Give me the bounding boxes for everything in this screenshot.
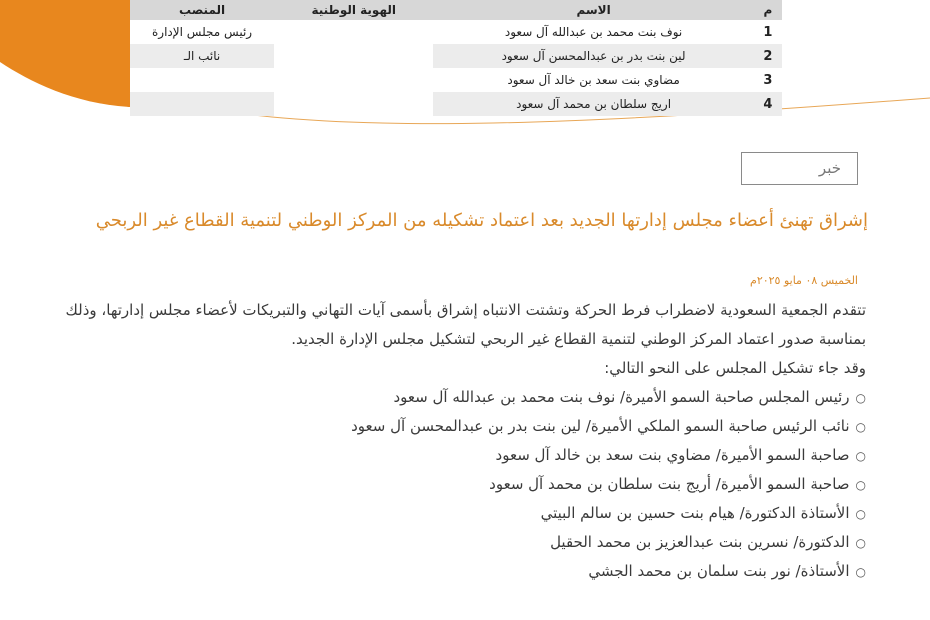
header-position: المنصب	[130, 0, 274, 20]
member-text: رئيس المجلس صاحبة السمو الأميرة/ نوف بنت محمد بن عبدالله آل سعود	[393, 388, 850, 406]
table-row	[130, 68, 782, 92]
article-intro: تتقدم الجمعية السعودية لاضطراب فرط الحركة وتشتت الانتباه إشراق بأسمى آيات التهاني والتبريكات لأعضاء مجلس إدارتها، وذلك بمناسبة صدور اعتماد المركز الوطني لتنمية القطاع غير الربحي لتشكيل مجلس الإدارة الجديد.	[65, 301, 866, 348]
row-name: مضاوي بنت سعد بن خالد آل سعود	[507, 73, 680, 87]
news-category-tag[interactable]: خبر	[741, 152, 858, 185]
row-national-id	[274, 68, 433, 92]
list-item	[60, 557, 866, 586]
list-item	[60, 412, 866, 441]
hero-banner-image	[0, 0, 930, 150]
header-name: الاسم	[433, 0, 753, 20]
circle-bullet-icon: ○	[855, 507, 866, 521]
list-item	[60, 441, 866, 470]
list-item	[60, 528, 866, 557]
article-body	[60, 296, 866, 586]
member-text: صاحبة السمو الأميرة/ مضاوي بنت سعد بن خالد آل سعود	[495, 446, 850, 464]
row-name: اريج سلطان بن محمد آل سعود	[433, 92, 753, 116]
row-position: رئيس مجلس الإدارة	[152, 25, 253, 39]
member-text: الأستاذة/ نور بنت سلمان بن محمد الجشي	[588, 562, 850, 580]
circle-bullet-icon: ○	[855, 420, 866, 434]
board-members-list	[60, 383, 866, 586]
table-row	[130, 92, 782, 116]
member-text: نائب الرئيس صاحبة السمو الملكي الأميرة/ لين بنت بدر بن عبدالمحسن آل سعود	[351, 417, 850, 435]
row-num: 1	[763, 24, 773, 40]
article-headline: إشراق تهنئ أعضاء مجلس إدارتها الجديد بعد اعتماد تشكيله من المركز الوطني لتنمية القطاع غير الربحي	[95, 210, 868, 231]
circle-bullet-icon: ○	[855, 391, 866, 405]
row-num: 3	[763, 72, 773, 88]
row-name: نوف بنت محمد بن عبدالله آل سعود	[504, 25, 683, 39]
circle-bullet-icon: ○	[855, 478, 866, 492]
header-num: م	[754, 0, 782, 20]
row-position	[130, 68, 274, 92]
row-num: 2	[754, 44, 782, 68]
row-num: 4	[754, 92, 782, 116]
circle-bullet-icon: ○	[855, 449, 866, 463]
row-national-id	[274, 20, 433, 44]
table-header-row	[130, 0, 782, 20]
list-item	[60, 499, 866, 528]
row-national-id	[274, 44, 433, 68]
article-date: الخميس ٠٨ مايو ٢٠٢٥م	[750, 274, 858, 287]
header-national-id: الهوية الوطنية	[274, 0, 433, 20]
board-members-table	[130, 0, 782, 116]
member-text: الأستاذة الدكتورة/ هيام بنت حسين بن سالم البيتي	[540, 504, 850, 522]
row-national-id	[274, 92, 433, 116]
table-row	[130, 20, 782, 44]
member-text: الدكتورة/ نسرين بنت عبدالعزيز بن محمد الحقيل	[550, 533, 850, 551]
article-lead: وقد جاء تشكيل المجلس على النحو التالي:	[604, 359, 866, 377]
row-position	[130, 92, 274, 116]
list-item	[60, 470, 866, 499]
table-row	[130, 44, 782, 68]
orange-wave-shape	[0, 0, 130, 107]
circle-bullet-icon: ○	[855, 536, 866, 550]
row-position: نائب الـ	[130, 44, 274, 68]
list-item	[60, 383, 866, 412]
circle-bullet-icon: ○	[855, 565, 866, 579]
row-name: لين بنت بدر بن عبدالمحسن آل سعود	[433, 44, 753, 68]
member-text: صاحبة السمو الأميرة/ أريج بنت سلطان بن محمد آل سعود	[489, 475, 850, 493]
